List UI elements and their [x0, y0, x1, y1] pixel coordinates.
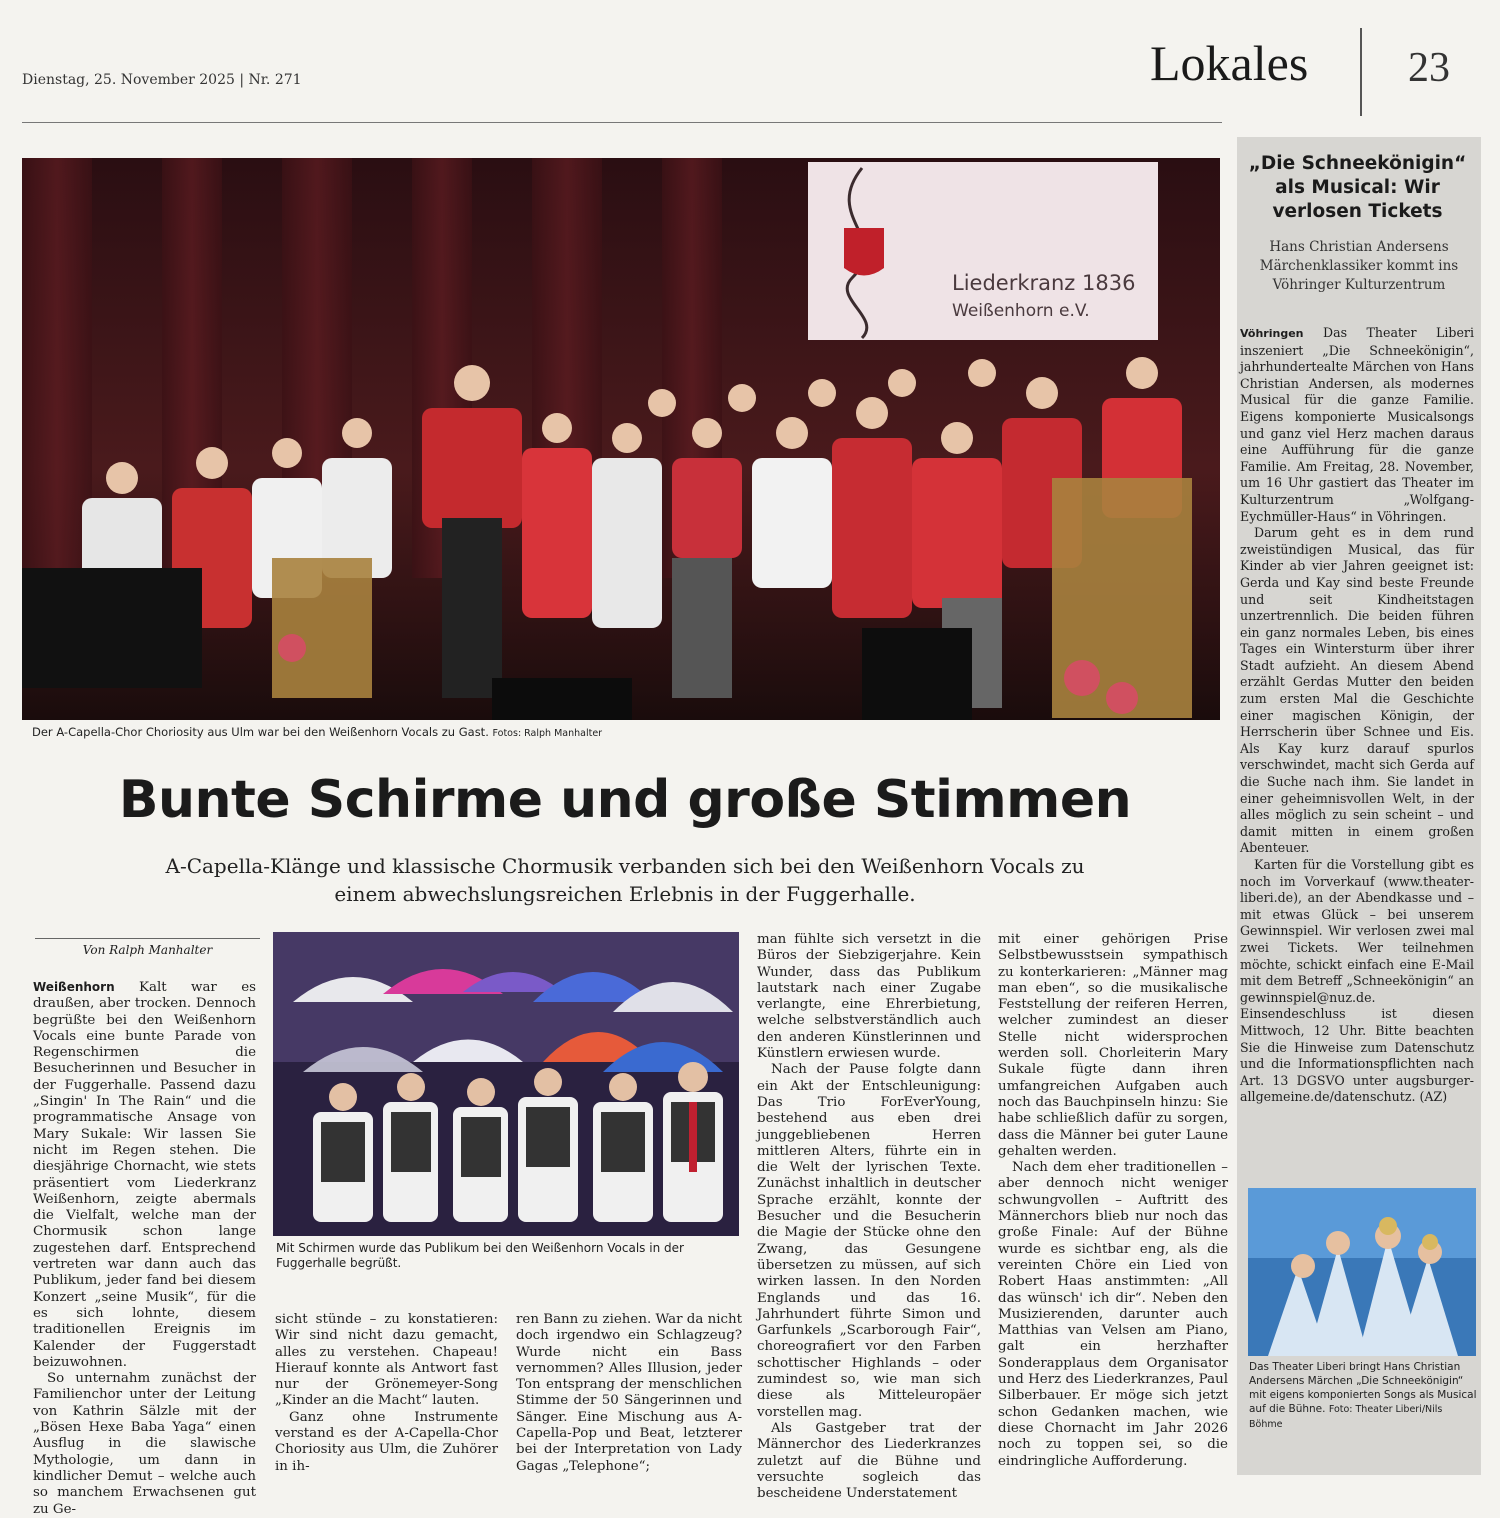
sidebar-title: „Die Schneekönigin“ als Musical: Wir verlosen Tickets: [1248, 153, 1467, 222]
main-photo-credit: Fotos: Ralph Manhalter: [492, 728, 603, 739]
banner-text-1: Liederkranz 1836: [952, 271, 1136, 295]
col5-paragraph-1: mit einer gehörigen Prise Selbstbewusstsein sympathisch zu konterkarieren: „Männer mag man eben“, so die musikalische Feststellung der reiferen Herren, welcher zumindest an dieser Stelle nicht widersprochen werden soll. Chorleiterin Mary Sukale fügte dann ihren umfangreichen Aufgaben auch noch das Bauchpinseln hinzu: Sie habe schließlich dafür zu sorgen, dass die Männer bei guter Laune gehalten werden.: [998, 932, 1228, 1159]
article-column-3: [516, 1312, 742, 1475]
col2-paragraph-2: Ganz ohne Instrumente verstand es der A-Capella-Chor Choriosity aus Ulm, die Zuhörer in ih-: [275, 1409, 498, 1474]
page-number: 23: [1408, 45, 1450, 91]
sidebar-paragraph-3: Karten für die Vorstellung gibt es noch im Vorverkauf (www.theater-liberi.de), an der Abendkasse und – mit etwas Glück – bei unserem Gewinnspiel. Wir verlosen zwei mal zwei Tickets. Wer teilnehmen möchte, schickt einfach eine E-Mail mit dem Betreff „Schneekönigin“ an gewinnspiel@nuz.de. Einsendeschluss ist diesen Mittwoch, 12 Uhr. Bitte beachten Sie die Hinweise zum Datenschutz und die Informationspflichten nach Art. 13 DGSVO unter augsburger-allgemeine.de/datenschutz. (AZ): [1240, 857, 1474, 1105]
sidebar-photo: [1248, 1188, 1476, 1356]
col4-paragraph-1: man fühlte sich versetzt in die Büros der Siebzigerjahre. Kein Wunder, dass das Publikum lautstark nach einer Zugabe verlangte, eine Ehrerbietung, welche selbstverständlich auch den anderen Künstlerinnen und Künstlern erwiesen wurde.: [757, 932, 981, 1062]
sidebar-location: Vöhringen: [1240, 327, 1304, 340]
umbrella-photo-caption: Mit Schirmen wurde das Publikum bei den Weißenhorn Vocals in der Fuggerhalle begrüßt.: [276, 1241, 684, 1270]
sidebar-photo-credit: Foto: Theater Liberi/Nils Böhme: [1249, 1404, 1443, 1430]
section-title: Lokales: [1150, 35, 1309, 91]
banner-text-2: Weißenhorn e.V.: [952, 301, 1090, 321]
umbrella-photo: [273, 932, 739, 1236]
header-divider: [1360, 28, 1362, 116]
sidebar-photo-caption-text: Das Theater Liberi bringt Hans Christian Andersens Märchen „Die Schneekönigin“ mit eigens komponierten Songs als Musical auf die Bühne.: [1249, 1361, 1477, 1415]
col3-paragraph-1: ren Bann zu ziehen. War da nicht doch irgendwo ein Schlagzeug? Wurde nicht ein Bass vernommen? Alles Illusion, jeder Ton entsprang der menschlichen Stimme der 50 Sängerinnen und Sänger. Eine Mischung aus A-Capella-Pop und Beat, letzterer bei der Interpretation von Lady Gagas „Telephone“;: [516, 1312, 742, 1474]
dateline: Dienstag, 25. November 2025 | Nr. 271: [22, 72, 302, 88]
col4-paragraph-3: Als Gastgeber trat der Männerchor des Liederkranzes zuletzt auf die Bühne und versuchte sogleich das bescheidene Understatement: [757, 1420, 981, 1502]
dateline-location: Weißenhorn: [33, 980, 115, 994]
header-rule: [22, 122, 1222, 123]
article-column-4: [757, 932, 981, 1502]
article-column-1: [33, 979, 256, 1518]
col1-paragraph-2: So unternahm zunächst der Familienchor unter der Leitung von Kathrin Sälzle mit der „Bösen Hexe Baba Yaga“ einen Ausflug in die slawische Mythologie, um dann in kindlicher Demut – welche auch so manchem Erwachsenen gut zu Ge-: [33, 1371, 256, 1517]
main-photo-caption: [32, 725, 1212, 741]
article-column-2: [275, 1312, 498, 1475]
col4-paragraph-2: Nach der Pause folgte dann ein Akt der Entschleunigung: Das Trio ForEverYoung, bestehend aus eben drei junggebliebenen Herren mittleren Alters, führte ein in die Welt der lyrischen Texte. Zunächst inhaltlich in deutscher Sprache erzählt, konnte der Besucher und die Besucherin die Magie der Stücke ohne den Zwang, das Gesungene übersetzen zu müssen, auf sich wirken lassen. In den Norden Englands und das 16. Jahrhundert führte Simon und Garfunkels „Scarborough Fair“, choreografiert vor den Farben schottischer Highlands – oder zumindest so, wie man sich diese als Mitteleuropäer vorstellen mag.: [757, 1062, 981, 1420]
col2-paragraph-1: sicht stünde – zu konstatieren: Wir sind nicht dazu gemacht, alles zu verstehen. Chapeau! Hierauf konnte als Antwort fast nur der Grönemeyer-Song „Kinder an die Macht“ lauten.: [275, 1312, 498, 1409]
sidebar-paragraph-1: Das Theater Liberi inszeniert „Die Schneekönigin“, jahrhundertealte Märchen von Hans Christian Andersen, als modernes Musical für die ganze Familie. Eigens komponierte Musicalsongs und ganz viel Herz machen daraus eine Aufführung für die ganze Familie. Am Freitag, 28. November, um 16 Uhr gastiert das Theater im Kulturzentrum „Wolfgang-Eychmüller-Haus“ in Vöhringen.: [1240, 325, 1474, 524]
sidebar-text: [1240, 325, 1474, 1106]
sidebar-photo-caption: [1249, 1360, 1477, 1432]
main-photo: [22, 158, 1220, 720]
col1-paragraph-1: Kalt war es draußen, aber trocken. Dennoch begrüßte bei den Weißenhorn Vocals eine bunte Parade von Regenschirmen die Besucherinnen und Besucher in der Fuggerhalle. Passend dazu „Singin' In The Rain“ und die programmatische Ansage von Mary Sukale: Wir lassen Sie nicht im Regen stehen. Die diesjährige Chornacht, wie stets präsentiert vom Liederkranz Weißenhorn, zeigte abermals die Vielfalt, welche man der Chormusik schon lange zugestehen darf. Entsprechend vertreten war dann auch das Publikum, jeder fand bei diesem Konzert „seine Musik“, für die es sich lohnte, diesem traditionellen Ereignis im Kalender der Fuggerstadt beizuwohnen.: [33, 980, 256, 1370]
sidebar-paragraph-2: Darum geht es in dem rund zweistündigen Musical, das für Kinder ab vier Jahren geeignet ist: Gerda und Kay sind beste Freunde und seit Kindheitstagen unzertrennlich. Die beiden führen ein ganz normales Leben, bis eines Tages ein Wintersturm über ihrer Stadt aufzieht. An diesem Abend erzählt Gerdas Mutter den beiden zum ersten Mal die Geschichte einer magischen Königin, der Herrscherin über Schnee und Eis. Als Kay kurz darauf spurlos verschwindet, macht sich Gerda auf die Suche nach ihm. Sie landet in einer geheimnisvollen Welt, in der alles möglich zu sein scheint – und damit mitten in einem großen Abenteuer.: [1240, 525, 1474, 856]
main-photo-caption-text: Der A-Capella-Chor Choriosity aus Ulm war bei den Weißenhorn Vocals zu Gast.: [32, 725, 489, 739]
sidebar-subtitle: Hans Christian Andersens Märchenklassiker kommt ins Vöhringer Kulturzentrum: [1259, 239, 1459, 293]
byline: Von Ralph Manhalter: [35, 938, 260, 957]
article-headline: Bunte Schirme und große Stimmen: [118, 770, 1132, 830]
col5-paragraph-2: Nach dem eher traditionellen – aber dennoch nicht weniger schwungvollen – Auftritt des Männerchors blieb nur noch das große Finale: Auf der Bühne wurde es sichtbar eng, als die vereinten Chöre ein Lied von Robert Haas anstimmten: „All das wünsch' ich dir“. Neben den Musizierenden, darunter auch Matthias van Velsen am Piano, galt ein herzhafter Sonderapplaus dem Organisator und Herz des Liederkranzes, Paul Silberbauer. Er möge sich jetzt schon Gedanken machen, wie diese Chornacht im Jahr 2026 noch zu toppen sei, so die eindringliche Aufforderung.: [998, 1160, 1228, 1469]
article-column-5: [998, 932, 1228, 1470]
article-subheadline: A-Capella-Klänge und klassische Chormusik verbanden sich bei den Weißenhorn Vocals zu einem abwechslungsreichen Erlebnis in der Fuggerhalle.: [165, 854, 1085, 906]
